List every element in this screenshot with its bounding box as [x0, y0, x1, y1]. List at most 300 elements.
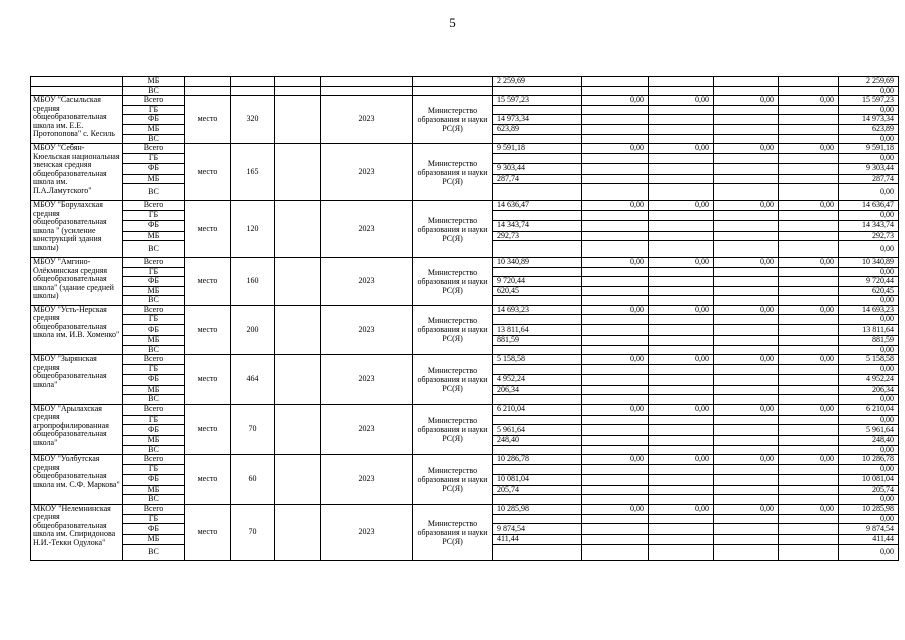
source-cell: Всего	[123, 455, 185, 465]
value-cell	[493, 345, 582, 355]
value-cell	[779, 514, 839, 524]
value-cell	[779, 134, 839, 144]
value-cell	[714, 105, 779, 115]
value-cell	[649, 336, 714, 346]
source-cell: Всего	[123, 355, 185, 365]
table-row	[31, 201, 899, 211]
value-cell: 0,00	[714, 455, 779, 465]
source-cell: Всего	[123, 144, 185, 154]
value-cell	[582, 524, 649, 535]
value-cell: 881,59	[493, 336, 582, 346]
institution-name: МКОУ "Нелемнинская средняя общеобразовательная школа им. Спиридонова Н.И.-Текки Одулока"	[31, 504, 123, 561]
value-cell: 13 811,64	[493, 324, 582, 336]
unit-cell: место	[185, 355, 231, 405]
value-cell: 9 874,54	[493, 524, 582, 535]
total-cell: 205,74	[839, 485, 899, 495]
value-cell	[493, 134, 582, 144]
name-cell	[31, 77, 123, 87]
table-row	[31, 258, 899, 268]
value-cell	[714, 524, 779, 535]
unit-cell: место	[185, 404, 231, 455]
value-cell	[649, 415, 714, 425]
source-cell: ВС	[123, 86, 185, 96]
value-cell	[779, 436, 839, 446]
value-cell	[714, 465, 779, 475]
value-cell	[714, 495, 779, 505]
value-cell	[714, 241, 779, 258]
total-cell: 5 158,58	[839, 355, 899, 365]
total-cell: 0,00	[839, 495, 899, 505]
value-cell	[493, 465, 582, 475]
value-cell: 292,73	[493, 231, 582, 241]
total-cell: 0,00	[839, 315, 899, 325]
value-cell	[582, 425, 649, 436]
value-cell	[714, 77, 779, 87]
value-cell	[493, 495, 582, 505]
source-cell: ГБ	[123, 514, 185, 524]
value-cell: 0,00	[582, 504, 649, 514]
value-cell	[779, 267, 839, 277]
value-cell	[779, 125, 839, 135]
total-cell: 14 343,74	[839, 220, 899, 231]
table-row	[31, 305, 899, 315]
value-cell	[582, 445, 649, 455]
year-cell: 2023	[321, 201, 413, 258]
total-cell: 0,00	[839, 184, 899, 201]
value-cell	[714, 544, 779, 561]
value-cell	[714, 220, 779, 231]
value-cell	[493, 184, 582, 201]
value-cell	[649, 495, 714, 505]
source-cell: ГБ	[123, 365, 185, 375]
value-cell	[649, 211, 714, 221]
source-cell: МБ	[123, 231, 185, 241]
value-cell	[714, 436, 779, 446]
value-cell: 0,00	[582, 355, 649, 365]
source-cell: ФБ	[123, 374, 185, 385]
value-cell	[493, 154, 582, 164]
total-cell: 9 591,18	[839, 144, 899, 154]
value-cell	[779, 296, 839, 306]
total-cell: 620,45	[839, 286, 899, 296]
value-cell	[649, 436, 714, 446]
value-cell	[582, 345, 649, 355]
source-cell: ФБ	[123, 277, 185, 287]
year-cell: 2023	[321, 355, 413, 405]
source-cell: МБ	[123, 336, 185, 346]
value-cell: 0,00	[714, 258, 779, 268]
value-cell	[779, 231, 839, 241]
value-cell	[649, 134, 714, 144]
value-cell: 0,00	[779, 355, 839, 365]
source-cell: МБ	[123, 125, 185, 135]
value-cell: 0,00	[714, 355, 779, 365]
capacity-cell: 464	[231, 355, 275, 405]
capacity-cell: 160	[231, 258, 275, 306]
value-cell	[582, 415, 649, 425]
value-cell	[779, 277, 839, 287]
value-cell	[493, 315, 582, 325]
table-row	[31, 455, 899, 465]
institution-name: МБОУ "Борулахская средняя общеобразовательная школа " (усиление конструкций здания школы)	[31, 201, 123, 258]
value-cell	[493, 105, 582, 115]
value-cell	[779, 220, 839, 231]
total-cell: 10 081,04	[839, 474, 899, 485]
value-cell	[493, 267, 582, 277]
value-cell: 0,00	[582, 455, 649, 465]
value-cell: 0,00	[649, 504, 714, 514]
table-row	[31, 77, 899, 87]
value-cell	[493, 211, 582, 221]
value-cell: 9 720,44	[493, 277, 582, 287]
total-cell: 14 636,47	[839, 201, 899, 211]
value-cell	[582, 385, 649, 395]
value-cell: 206,34	[493, 385, 582, 395]
value-cell	[649, 163, 714, 174]
value-cell	[493, 365, 582, 375]
value-cell: 14 636,47	[493, 201, 582, 211]
year-cell: 2023	[321, 96, 413, 144]
source-cell: ФБ	[123, 474, 185, 485]
empty-cell	[275, 96, 321, 144]
value-cell: 248,40	[493, 436, 582, 446]
value-cell: 0,00	[779, 504, 839, 514]
value-cell: 4 952,24	[493, 374, 582, 385]
total-cell: 4 952,24	[839, 374, 899, 385]
value-cell: 0,00	[779, 96, 839, 106]
source-cell: Всего	[123, 96, 185, 106]
value-cell: 6 210,04	[493, 404, 582, 415]
value-cell	[714, 365, 779, 375]
value-cell	[649, 231, 714, 241]
unit-cell	[231, 77, 275, 87]
empty-cell	[275, 455, 321, 505]
unit-cell: место	[185, 96, 231, 144]
value-cell	[714, 425, 779, 436]
total-cell: 14 693,23	[839, 305, 899, 315]
value-cell	[649, 105, 714, 115]
value-cell	[779, 115, 839, 125]
value-cell	[582, 163, 649, 174]
value-cell: 14 693,23	[493, 305, 582, 315]
value-cell	[649, 374, 714, 385]
year-cell	[321, 77, 413, 87]
value-cell	[779, 286, 839, 296]
year-cell: 2023	[321, 404, 413, 455]
total-cell: 6 210,04	[839, 404, 899, 415]
empty-cell	[185, 86, 231, 96]
value-cell: 0,00	[649, 355, 714, 365]
source-cell: Всего	[123, 504, 185, 514]
value-cell: 0,00	[714, 305, 779, 315]
empty-cell	[275, 305, 321, 355]
value-cell: 5 961,64	[493, 425, 582, 436]
value-cell	[649, 77, 714, 87]
value-cell	[779, 465, 839, 475]
value-cell: 0,00	[779, 305, 839, 315]
value-cell	[649, 485, 714, 495]
institution-name: МБОУ "Зырянская средняя общеобразовательная школа"	[31, 355, 123, 405]
empty-cell	[275, 258, 321, 306]
value-cell	[493, 445, 582, 455]
table-row	[31, 96, 899, 106]
value-cell	[714, 324, 779, 336]
value-cell: 10 340,89	[493, 258, 582, 268]
source-cell: ВС	[123, 241, 185, 258]
value-cell	[714, 535, 779, 545]
value-cell: 411,44	[493, 535, 582, 545]
value-cell	[582, 184, 649, 201]
total-cell: 9 874,54	[839, 524, 899, 535]
value-cell: 5 158,58	[493, 355, 582, 365]
value-cell: 2 259,69	[493, 77, 582, 87]
value-cell	[493, 296, 582, 306]
total-cell: 0,00	[839, 345, 899, 355]
value-cell: 0,00	[582, 305, 649, 315]
value-cell	[582, 241, 649, 258]
unit-cell: место	[185, 144, 231, 201]
value-cell	[714, 125, 779, 135]
value-cell: 287,74	[493, 174, 582, 184]
value-cell	[582, 211, 649, 221]
value-cell	[582, 474, 649, 485]
capacity-cell: 70	[231, 504, 275, 561]
capacity-cell: 70	[231, 404, 275, 455]
value-cell: 0,00	[649, 455, 714, 465]
value-cell	[649, 395, 714, 405]
source-cell: ФБ	[123, 425, 185, 436]
value-cell: 0,00	[779, 201, 839, 211]
total-cell: 10 340,89	[839, 258, 899, 268]
value-cell: 0,00	[649, 258, 714, 268]
value-cell	[714, 485, 779, 495]
value-cell	[714, 315, 779, 325]
value-cell	[714, 445, 779, 455]
value-cell	[714, 286, 779, 296]
value-cell: 14 973,34	[493, 115, 582, 125]
value-cell	[714, 134, 779, 144]
total-cell: 0,00	[839, 296, 899, 306]
total-cell: 0,00	[839, 267, 899, 277]
value-cell	[714, 231, 779, 241]
table-row	[31, 355, 899, 365]
capacity-cell: 60	[231, 455, 275, 505]
ministry-cell: Министерство образования и науки РС(Я)	[413, 201, 493, 258]
value-cell	[779, 77, 839, 87]
year-cell: 2023	[321, 504, 413, 561]
value-cell	[582, 535, 649, 545]
value-cell	[779, 324, 839, 336]
budget-table-container	[30, 76, 899, 561]
ministry-cell: Министерство образования и науки РС(Я)	[413, 96, 493, 144]
value-cell	[779, 374, 839, 385]
source-cell: ГБ	[123, 154, 185, 164]
empty-cell	[275, 504, 321, 561]
value-cell	[714, 277, 779, 287]
value-cell	[582, 267, 649, 277]
total-cell: 292,73	[839, 231, 899, 241]
value-cell	[582, 336, 649, 346]
capacity-cell	[275, 86, 321, 96]
table-row	[31, 404, 899, 415]
total-cell: 2 259,69	[839, 77, 899, 87]
source-cell: ФБ	[123, 163, 185, 174]
value-cell	[582, 324, 649, 336]
value-cell	[779, 86, 839, 96]
total-cell: 15 597,23	[839, 96, 899, 106]
value-cell	[779, 336, 839, 346]
value-cell	[649, 174, 714, 184]
value-cell	[649, 474, 714, 485]
value-cell	[649, 544, 714, 561]
source-cell: МБ	[123, 436, 185, 446]
value-cell	[582, 86, 649, 96]
source-cell: ВС	[123, 134, 185, 144]
capacity-cell	[275, 77, 321, 87]
value-cell	[493, 544, 582, 561]
total-cell: 206,34	[839, 385, 899, 395]
value-cell	[714, 415, 779, 425]
ministry-cell	[413, 86, 493, 96]
unit-cell	[231, 86, 275, 96]
value-cell: 0,00	[779, 258, 839, 268]
value-cell	[649, 425, 714, 436]
value-cell: 620,45	[493, 286, 582, 296]
value-cell	[779, 535, 839, 545]
unit-cell: место	[185, 201, 231, 258]
total-cell: 411,44	[839, 535, 899, 545]
value-cell	[649, 524, 714, 535]
source-cell: ВС	[123, 345, 185, 355]
year-cell: 2023	[321, 305, 413, 355]
institution-name: МБОУ "Уолбутская средняя общеобразовательная школа им. С.Ф. Маркова"	[31, 455, 123, 505]
value-cell	[582, 296, 649, 306]
value-cell	[714, 267, 779, 277]
value-cell	[714, 174, 779, 184]
empty-cell	[275, 404, 321, 455]
total-cell: 13 811,64	[839, 324, 899, 336]
source-cell: Всего	[123, 305, 185, 315]
ministry-cell: Министерство образования и науки РС(Я)	[413, 404, 493, 455]
value-cell	[714, 184, 779, 201]
total-cell: 0,00	[839, 86, 899, 96]
institution-name: МБОУ "Себян-Кюельская национальная эвенская средняя общеобразовательная школа им. П.А.Ламутского"	[31, 144, 123, 201]
value-cell	[649, 184, 714, 201]
empty-cell	[275, 355, 321, 405]
source-cell: ГБ	[123, 211, 185, 221]
source-cell: МБ	[123, 286, 185, 296]
value-cell	[649, 86, 714, 96]
total-cell: 0,00	[839, 445, 899, 455]
value-cell: 0,00	[582, 404, 649, 415]
value-cell	[779, 315, 839, 325]
value-cell	[779, 241, 839, 258]
source-cell: МБ	[123, 174, 185, 184]
total-cell: 0,00	[839, 365, 899, 375]
value-cell	[714, 395, 779, 405]
value-cell: 0,00	[714, 96, 779, 106]
value-cell	[582, 125, 649, 135]
total-cell: 881,59	[839, 336, 899, 346]
total-cell: 0,00	[839, 465, 899, 475]
value-cell	[582, 395, 649, 405]
source-cell: Всего	[123, 258, 185, 268]
year-cell: 2023	[321, 455, 413, 505]
value-cell	[714, 345, 779, 355]
total-cell: 9 720,44	[839, 277, 899, 287]
value-cell: 0,00	[649, 305, 714, 315]
ministry-cell: Министерство образования и науки РС(Я)	[413, 355, 493, 405]
value-cell	[649, 277, 714, 287]
source-cell: МБ	[123, 385, 185, 395]
table-row	[31, 86, 899, 96]
table-body	[31, 77, 899, 561]
table-row	[31, 504, 899, 514]
value-cell	[779, 485, 839, 495]
value-cell	[649, 115, 714, 125]
value-cell	[779, 345, 839, 355]
value-cell	[649, 324, 714, 336]
value-cell	[582, 315, 649, 325]
value-cell	[493, 86, 582, 96]
value-cell	[493, 514, 582, 524]
total-cell: 14 973,34	[839, 115, 899, 125]
source-cell: ГБ	[123, 465, 185, 475]
value-cell	[714, 474, 779, 485]
value-cell	[493, 395, 582, 405]
value-cell	[649, 365, 714, 375]
value-cell: 0,00	[649, 404, 714, 415]
empty-cell	[275, 201, 321, 258]
total-cell: 9 303,44	[839, 163, 899, 174]
value-cell	[649, 241, 714, 258]
value-cell	[582, 485, 649, 495]
name-cell	[31, 86, 123, 96]
value-cell: 10 285,98	[493, 504, 582, 514]
value-cell	[649, 125, 714, 135]
empty-cell	[185, 77, 231, 87]
value-cell	[582, 154, 649, 164]
unit-cell: место	[185, 305, 231, 355]
value-cell	[582, 465, 649, 475]
unit-cell: место	[185, 258, 231, 306]
ministry-cell: Министерство образования и науки РС(Я)	[413, 305, 493, 355]
value-cell	[649, 267, 714, 277]
value-cell: 9 591,18	[493, 144, 582, 154]
total-cell: 623,89	[839, 125, 899, 135]
source-cell: МБ	[123, 77, 185, 87]
total-cell: 0,00	[839, 211, 899, 221]
value-cell: 14 343,74	[493, 220, 582, 231]
total-cell: 248,40	[839, 436, 899, 446]
value-cell	[649, 385, 714, 395]
value-cell	[582, 115, 649, 125]
total-cell: 0,00	[839, 134, 899, 144]
source-cell: ГБ	[123, 267, 185, 277]
value-cell	[714, 211, 779, 221]
capacity-cell: 320	[231, 96, 275, 144]
unit-cell: место	[185, 504, 231, 561]
value-cell	[779, 425, 839, 436]
value-cell: 0,00	[649, 96, 714, 106]
value-cell	[649, 514, 714, 524]
value-cell	[649, 465, 714, 475]
value-cell	[582, 231, 649, 241]
value-cell: 0,00	[582, 96, 649, 106]
total-cell: 10 286,78	[839, 455, 899, 465]
value-cell	[493, 241, 582, 258]
value-cell: 205,74	[493, 485, 582, 495]
